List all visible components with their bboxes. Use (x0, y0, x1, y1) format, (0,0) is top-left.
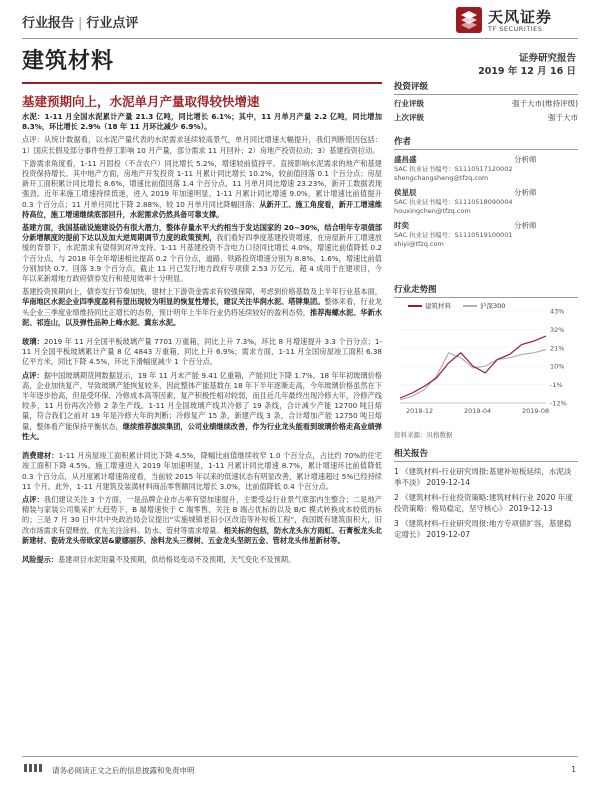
company-logo (456, 6, 576, 36)
paragraph-infrastructure (22, 223, 382, 284)
header-divider (22, 38, 578, 39)
y-tick-label: 43% (550, 307, 565, 316)
demand-highlight: 从新开工、施工角度看，新开工增速维持高位，施工增速继续底部回升，水泥需求仍然具备可靠支撑。 (22, 199, 382, 219)
author-name: 时奕 (394, 221, 409, 230)
consumer-label: 消费建材： (22, 451, 59, 461)
chart-source: 资料来源：贝格数据 (394, 431, 453, 439)
author-role: 分析师 (514, 221, 537, 230)
trend-section-title: 行业走势图 (394, 283, 578, 298)
main-body (22, 112, 382, 568)
report-type: 证券研究报告 (518, 53, 576, 64)
x-tick-label: 2018-12 (406, 407, 434, 415)
author-cert: SAC 执业证书编号：S1110519100001 (394, 231, 513, 239)
y-tick-label: 10% (550, 362, 565, 371)
y-tick-label: 21% (550, 344, 565, 353)
report-date: 2019 年 12 月 16 日 (478, 66, 576, 77)
consumer-comment-label: 点评： (22, 494, 44, 504)
related-report-item[interactable]: 3 《建筑材料-行业研究周报:地方专项债扩容，基建稳定增长》 2019-12-07 (394, 519, 572, 539)
author-email[interactable]: shiyi@tfzq.com (394, 240, 444, 248)
glass-comment-label: 点评： (22, 370, 44, 380)
industry-title: 建筑材料 (22, 49, 115, 74)
trend-chart (394, 283, 578, 425)
series-line-csi300 (400, 350, 546, 400)
glass-label: 玻璃： (22, 337, 44, 347)
glass-comment-highlight: 继续推荐旗滨集团，公司业绩继续改善，作为行业龙头能看到玻璃价格走高业绩弹性大。 (22, 421, 382, 441)
y-tick-label: -12% (550, 399, 567, 408)
author-card (394, 220, 578, 249)
y-tick-label: 32% (550, 325, 565, 334)
related-report-item[interactable]: 2 《建筑材料-行业投资策略:建筑材料行业 2020 年度投资策略：格局稳定，坚守核心》 2019-12-13 (394, 493, 573, 513)
consumer-comment-text: 我们建议关注 3 个方面，一是品牌企业市占率有望加速提升，主要受益行业景气底部内生整合；二是地产精装与家装公司集采扩大趋势下，B 端增速快于 C 端零售，关注 B 端占优标的以及 B/C 模式转换成本较低的标的；三是 7 月 30 日中共中央政治局会议提出“实施城镇老旧小区改造等补短板工程”，我国既有建筑面积大，旧改市场需求有望释放，优先关注涂料、防水、管材等需求增量。 (22, 494, 382, 535)
author-email[interactable]: shengchangsheng@tfzq.com (394, 174, 489, 182)
related-report-item[interactable]: 1 《建筑材料-行业研究周报:基建补短板延续，水泥淡季不淡》 2019-12-14 (394, 467, 572, 487)
glass-comment-text: 据中国玻璃期货网数据显示，19 年 11 月末产能 9.41 亿重箱，产能同比下降 1.7%。18 年年初玻璃价格高，企业加快复产，导致玻璃产能恢复较多，因此整体产能基数在 18 年下半年逐渐走高，今年玻璃价格虽然在下半年逐步抬高，但是受环保、冷修成本高等因素，复产积极性相对较弱，而且近几年最终出现冷修大年，冷修产线较多，11 月份再次冷修 2 条生产线。1-11 月全国玻璃产线共冷修了 19 条线，合计减少产能 12700 吨日熔量，符合我们之前对 19 年是冷修大年的判断；冷修复产 15 条，新建产线 3 条，合计增加产能 12750 吨日熔量，整体看产能保持平衡状态， (22, 370, 382, 431)
infra-highlight: 基建方面，我国基础设施建设仍有很大潜力，整体存量水平大约相当于发达国家的 20~30%，结合明年专项债部分新增额度的提前下达以及加大逆周期调节力度的政策预判， (22, 223, 382, 243)
paragraph-risk (22, 555, 382, 565)
rating-row (394, 98, 578, 109)
paragraph-glass-comment (22, 371, 382, 442)
paragraph-recommend (22, 287, 382, 328)
legend-label: 建筑材料 (425, 302, 451, 310)
legend-label: 沪深300 (480, 302, 506, 310)
author-name: 侯星辰 (394, 188, 417, 197)
paragraph-demand (22, 159, 382, 220)
trend-chart-svg (394, 307, 578, 425)
consumer-comment-highlight: 相关标的包括，防水龙头东方雨虹、石膏板龙头北新建材、瓷砖龙头帝欧家居&蒙娜丽莎、涂料龙头三棵树、五金龙头坚朗五金、管材龙头伟星新材等。 (22, 525, 382, 545)
rating-label: 行业评级 (394, 99, 424, 108)
rating-value: 强于大市(维持评级) (512, 99, 578, 108)
series-line-building-materials (400, 336, 546, 398)
recommend-highlight-1: 华南地区水泥企业四季度盈利有望出现较为明显的恢复性增长，建议关注华润水泥、塔牌集团。 (22, 297, 325, 307)
recommend-text-2: 整体来看，行业龙头企业三季度业绩维持同比正增长的态势，预计明年上半年行业仍将延续较好的盈利态势， (22, 297, 382, 317)
subcategory-label: 行业点评 (86, 16, 139, 31)
demand-text: 下游需求角度看，1-11 月固投（不含农户）同比增长 5.2%，增速较前值持平。直接影响水泥需求的地产和基建投资保持增长。其中地产方面，房地产开发投资 1-11 月累计同比增长 10.2%，较前值回落 0.1 个百分点；房屋新开工面积累计同比增长 8.6%，增速比前值回落 1.4 个百分点，11 月单月同比增速 23.23%，新开工数据表现强劲。近年来施工增速持续低迷，进入 2019 年加速明显，1-11 月累计同比增速 9.0%，累计增速比前值提升 0.3 个百分点；11 月单月同比下降 2.88%，较 10 月单月同比降幅回落； (22, 158, 382, 209)
footer-stripes-icon (24, 762, 46, 774)
related-section-title: 相关报告 (394, 447, 578, 462)
author-role: 分析师 (514, 155, 537, 164)
author-cert: SAC 执业证书编号：S1110518090004 (394, 198, 513, 206)
report-title: 基建预期向上，水泥单月产量取得较快增速 (22, 94, 260, 109)
x-tick-label: 2019-08 (522, 407, 550, 415)
paragraph-cement-data: 水泥：1-11 月全国水泥累计产量 21.3 亿吨，同比增长 6.1%；其中，11 月单月产量 2.2 亿吨，同比增加 8.3%，环比增长 2.9%（18 年 11 月环比减少 6.9%）。 (22, 112, 382, 132)
author-name: 盛昌盛 (394, 155, 417, 164)
footer-disclaimer: 请务必阅读正文之后的信息披露和免责申明 (52, 766, 195, 775)
author-email[interactable]: houxingchen@tfzq.com (394, 207, 471, 215)
author-card (394, 187, 578, 216)
infra-text: 我们看好四季度基建投资增速，在房屋新开工增速放缓的背景下，水泥需求有望得到对冲支持。1-11 月基建投资不含电力口径同比增长 4.0%，增速比前值降低 0.2 个百分点，与 2018 年全年增速相比提高 0.2 个百分点，道路、铁路投资增速分别为 8.8%、1.6%，增速比前值分别加快 0.7、回落 3.9 个百分点。截止 11 月已发行地方政府专项债 2.53 万亿元，超 4 成用于在建项目，今年以来新增地方政府债券发行和使用效率十分明显。 (22, 233, 382, 284)
author-card (394, 154, 578, 183)
prev-rating-row (394, 112, 578, 123)
paragraph-consumer-comment (22, 495, 382, 546)
consumer-text: 1-11 月房屋竣工面积累计同比下降 4.5%，降幅比前值继续收窄 1.0 个百分点，占比约 70%的住宅竣工面积下降 4.5%。施工增速进入 2019 年加速明显，1-11 月累计同比增速 8.7%，累计增速环比前值降低 0.3 个百分点，从月度累计增速角度看，当前较 2015 年以来的低速状态有明显改善，累计增速超过 5%已经持续 11 个月。此外，1-11 月建筑及装潢材料商品零售额同比增长 3.0%，比前值降低 0.4 个百分点。 (22, 451, 382, 491)
authors-section-title: 作者 (394, 135, 578, 150)
x-tick-label: 2019-04 (464, 407, 492, 415)
sidebar (394, 80, 578, 249)
paragraph-consumer-data (22, 451, 382, 492)
paragraph-cement-comment: 点评：从统计数据看，以水泥产量代表的水泥需求延续较高景气，单月同比增速大幅提升，我们判断原因包括：1）国庆长假及部分事件性停工影响 10 月产量，部分需求 11 月回补；2）房地产投资拉动；3）基建投资拉动。 (22, 135, 382, 155)
related-reports (394, 447, 578, 540)
category-separator: | (78, 16, 83, 31)
author-role: 分析师 (514, 188, 537, 197)
paragraph-glass-data (22, 337, 382, 368)
logo-mark-icon (456, 7, 482, 33)
recommend-highlight-2: 推荐海螺水泥、华新水泥、祁连山，以及弹性品种上峰水泥、冀东水泥。 (22, 307, 382, 327)
author-cert: SAC 执业证书编号：S1110517120002 (394, 165, 513, 173)
logo-subtext: TF SECURITIES (488, 25, 543, 33)
footer-divider (22, 756, 578, 757)
recommend-text-1: 基建投资预期向上，债券发行节奏加快，建材上下游资金需求有较强保障，考虑到价格基数及上半年行业基本面， (22, 287, 382, 297)
risk-label: 风险提示： (22, 554, 58, 564)
prev-rating-label: 上次评级 (394, 113, 424, 122)
prev-rating-value: 强于大市 (548, 113, 578, 122)
logo-text: 天风证券 (488, 8, 553, 26)
rating-section-title: 投资评级 (394, 80, 578, 95)
risk-text: 基建项目水泥用量不及预期，供给格局变动不及预期，天气变化不及预期。 (57, 554, 296, 564)
report-category (22, 12, 138, 31)
title-divider (22, 82, 382, 84)
glass-text: 2019 年 11 月全国平板玻璃产量 7701 万重箱，同比上升 7.3%，环比 8 月增速提升 3.3 个百分点；1-11 月全国平板玻璃累计产量 8 亿 4843 万重箱，同比上升 6.9%；需求方面，1-11 月全国房屋竣工面积 6.38 亿平方米，同比下降 4.5%，环比下滑幅度减少 1 个百分点。 (22, 337, 382, 367)
page-number: 1 (571, 765, 576, 774)
category-label: 行业报告 (22, 16, 75, 31)
y-tick-label: -1% (550, 381, 563, 390)
